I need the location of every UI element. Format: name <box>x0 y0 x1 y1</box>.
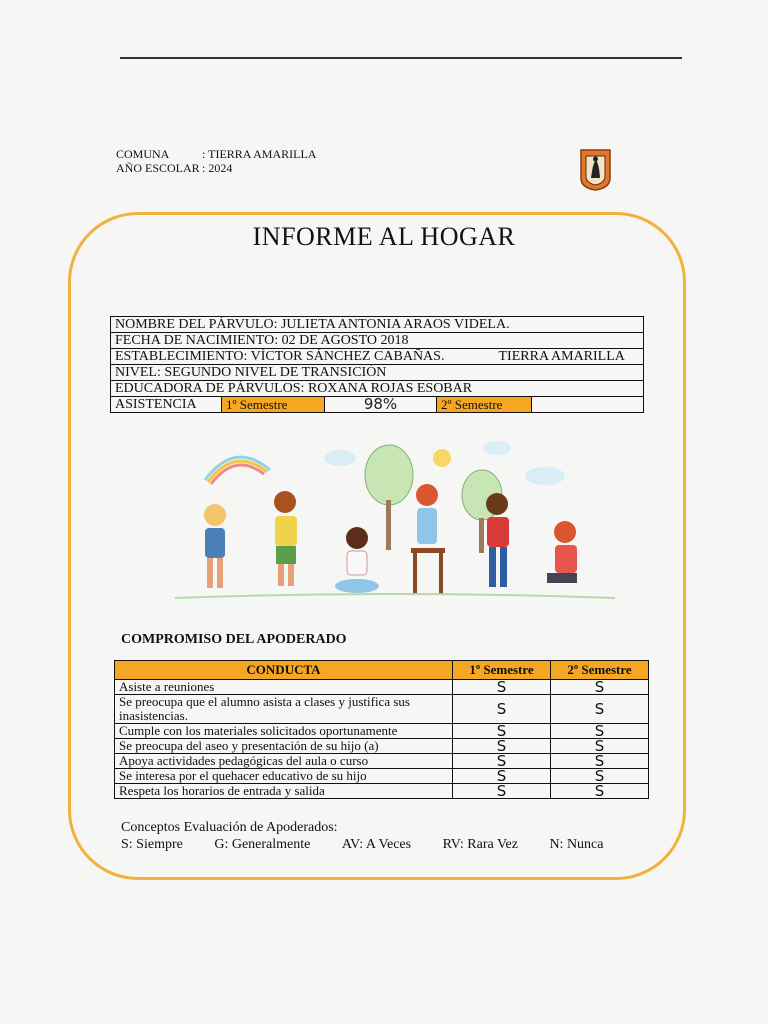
child-figure-3 <box>335 527 379 593</box>
table-row <box>115 724 649 739</box>
conduct-label: Se interesa por el quehacer educativo de su hijo <box>115 769 453 784</box>
child-figure-5 <box>486 493 509 587</box>
conduct-label: Se preocupa del aseo y presentación de su hijo (a) <box>115 739 453 754</box>
school-commune: TIERRA AMARILLA <box>498 349 625 364</box>
conduct-label: Respeta los horarios de entrada y salida <box>115 784 453 799</box>
children-painting-illustration <box>175 440 615 610</box>
child-figure-4 <box>411 484 445 595</box>
semester2-attendance <box>532 397 644 413</box>
comuna-value: : TIERRA AMARILLA <box>202 147 317 161</box>
semester2-mark: S <box>551 680 649 695</box>
semester1-label: 1º Semestre <box>222 397 325 413</box>
semester1-mark: S <box>453 695 551 724</box>
legend-item: AV: A Veces <box>341 837 412 852</box>
conduct-table <box>114 660 649 799</box>
semester2-mark: S <box>551 724 649 739</box>
conduct-label: Asiste a reuniones <box>115 680 453 695</box>
school-crest-logo <box>579 148 612 191</box>
commitment-section-title: COMPROMISO DEL APODERADO <box>121 632 347 647</box>
table-row <box>115 739 649 754</box>
page-title: INFORME AL HOGAR <box>252 222 516 251</box>
child-figure-2 <box>274 491 297 586</box>
header-semester1: 1º Semestre <box>453 661 551 680</box>
legend-item: RV: Rara Vez <box>442 837 518 852</box>
top-rule <box>120 57 682 59</box>
semester1-mark: S <box>453 769 551 784</box>
evaluation-legend <box>121 819 631 853</box>
conduct-label: Cumple con los materiales solicitados oportunamente <box>115 724 453 739</box>
anio-label: AÑO ESCOLAR <box>116 161 200 175</box>
table-row <box>115 784 649 799</box>
semester2-mark: S <box>551 784 649 799</box>
semester1-mark: S <box>453 680 551 695</box>
semester2-mark: S <box>551 695 649 724</box>
semester2-label: 2º Semestre <box>437 397 532 413</box>
semester1-attendance: 98% <box>325 397 437 413</box>
semester1-mark: S <box>453 724 551 739</box>
attendance-label: ASISTENCIA <box>111 397 222 413</box>
semester1-mark: S <box>453 754 551 769</box>
table-row <box>115 769 649 784</box>
child-figure-1 <box>204 504 226 588</box>
semester1-mark: S <box>453 784 551 799</box>
conduct-label: Se preocupa que el alumno asista a clases y justifica sus inasistencias. <box>115 695 453 724</box>
semester2-mark: S <box>551 769 649 784</box>
conduct-label: Apoya actividades pedagógicas del aula o curso <box>115 754 453 769</box>
child-figure-6 <box>547 521 577 583</box>
educator: EDUCADORA DE PÁRVULOS: ROXANA ROJAS ESOBAR <box>111 381 644 397</box>
header-conduct: CONDUCTA <box>115 661 453 680</box>
student-info-table <box>110 316 644 413</box>
semester1-mark: S <box>453 739 551 754</box>
legend-item: N: Nunca <box>549 837 604 852</box>
school-name: ESTABLECIMIENTO: VÍCTOR SÁNCHEZ CABAÑAS. <box>115 349 445 364</box>
legend-title: Conceptos Evaluación de Apoderados: <box>121 820 338 835</box>
table-row <box>115 754 649 769</box>
header-semester2: 2º Semestre <box>551 661 649 680</box>
birth-date: FECHA DE NACIMIENTO: 02 DE AGOSTO 2018 <box>111 333 644 349</box>
anio-value: : 2024 <box>202 161 233 175</box>
semester2-mark: S <box>551 754 649 769</box>
table-row <box>115 680 649 695</box>
school-row <box>111 349 644 365</box>
student-name: NOMBRE DEL PÁRVULO: JULIETA ANTONIA ARAOS VIDELA. <box>111 317 644 333</box>
legend-item: S: Siempre <box>121 837 183 852</box>
comuna-label: COMUNA <box>116 147 170 161</box>
level: NIVEL: SEGUNDO NIVEL DE TRANSICIÓN <box>111 365 644 381</box>
table-row <box>115 695 649 724</box>
legend-item: G: Generalmente <box>214 837 311 852</box>
document-header <box>116 147 316 175</box>
semester2-mark: S <box>551 739 649 754</box>
